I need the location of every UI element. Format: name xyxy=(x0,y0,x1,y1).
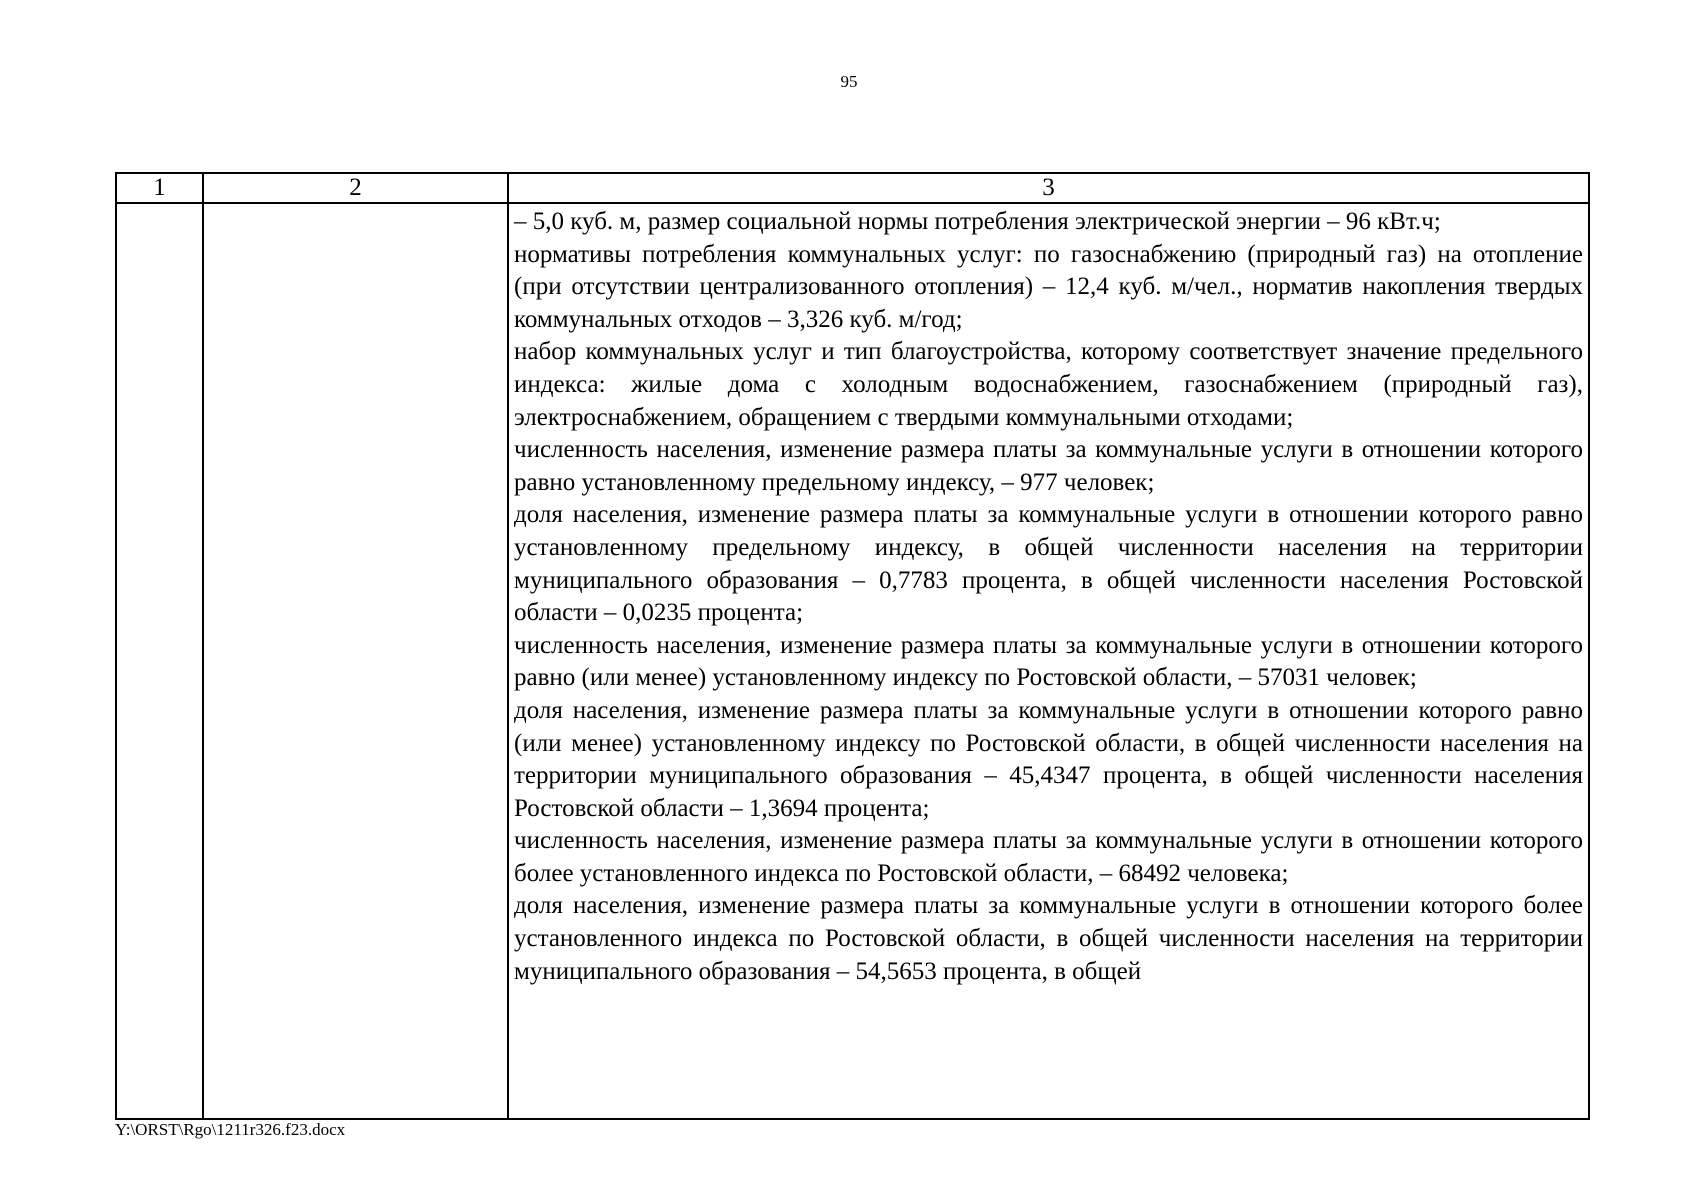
paragraph-share-above: доля населения, изменение размера платы за коммунальные услуги в отношении которого более установленного индекса по Ростовской области, в общей численности населения на территории муниципального образования – 54,5653 процента, в общей xyxy=(514,892,1583,985)
paragraph-population-equal-limit: численность населения, изменение размера платы за коммунальные услуги в отношении которого равно установленному предельному индексу, – 977 человек; xyxy=(514,436,1583,496)
column-header-2: 2 xyxy=(203,173,508,203)
paragraph-consumption-norms: нормативы потребления коммунальных услуг: по газоснабжению (природный газ) на отопление (при отсутствии централизованного отопления) – 12,4 куб. м/чел., норматив накопления твердых коммунальных отходов – 3,326 куб. м/год; xyxy=(514,240,1583,333)
cell-col-3 xyxy=(508,203,1589,1119)
table-row xyxy=(116,203,1589,1119)
footer-file-path: Y:\ORST\Rgo\1211r326.f23.docx xyxy=(115,1120,346,1139)
paragraph-population-above: численность населения, изменение размера платы за коммунальные услуги в отношении которого более установленного индекса по Ростовской области, – 68492 человека; xyxy=(514,827,1583,887)
paragraph-share-equal-limit: доля населения, изменение размера платы за коммунальные услуги в отношении которого равно установленному предельному индексу, в общей численности населения на территории муниципального образования – 0,7783 процента, в общей численности населения Ростовской области – 0,0235 процента; xyxy=(514,501,1583,627)
paragraph-population-equal-or-less: численность населения, изменение размера платы за коммунальные услуги в отношении которого равно (или менее) установленному индексу по Ростовской области, – 57031 человек; xyxy=(514,631,1583,692)
page-number: 95 xyxy=(840,72,858,91)
cell-col-2 xyxy=(203,203,508,1119)
table-header-row xyxy=(116,173,1589,203)
paragraph-share-equal-or-less: доля населения, изменение размера платы за коммунальные услуги в отношении которого равно (или менее) установленному индексу по Ростовской области, в общей численности населения на территории муниципального образования – 45,4347 процента, в общей численности населения Ростовской области – 1,3694 процента; xyxy=(514,696,1583,822)
column-header-1: 1 xyxy=(116,173,203,203)
cell-col-1 xyxy=(116,203,203,1119)
document-table xyxy=(115,172,1590,1120)
paragraph-electricity-norm: – 5,0 куб. м, размер социальной нормы потребления электрической энергии – 96 кВт.ч; xyxy=(514,208,1441,235)
paragraph-utility-set: набор коммунальных услуг и тип благоустройства, которому соответствует значение предельного индекса: жилые дома с холодным водоснабжением, газоснабжением (природный газ), электроснабжением, обращением с твердыми коммунальными отходами; xyxy=(514,338,1583,431)
column-header-3: 3 xyxy=(508,173,1589,203)
